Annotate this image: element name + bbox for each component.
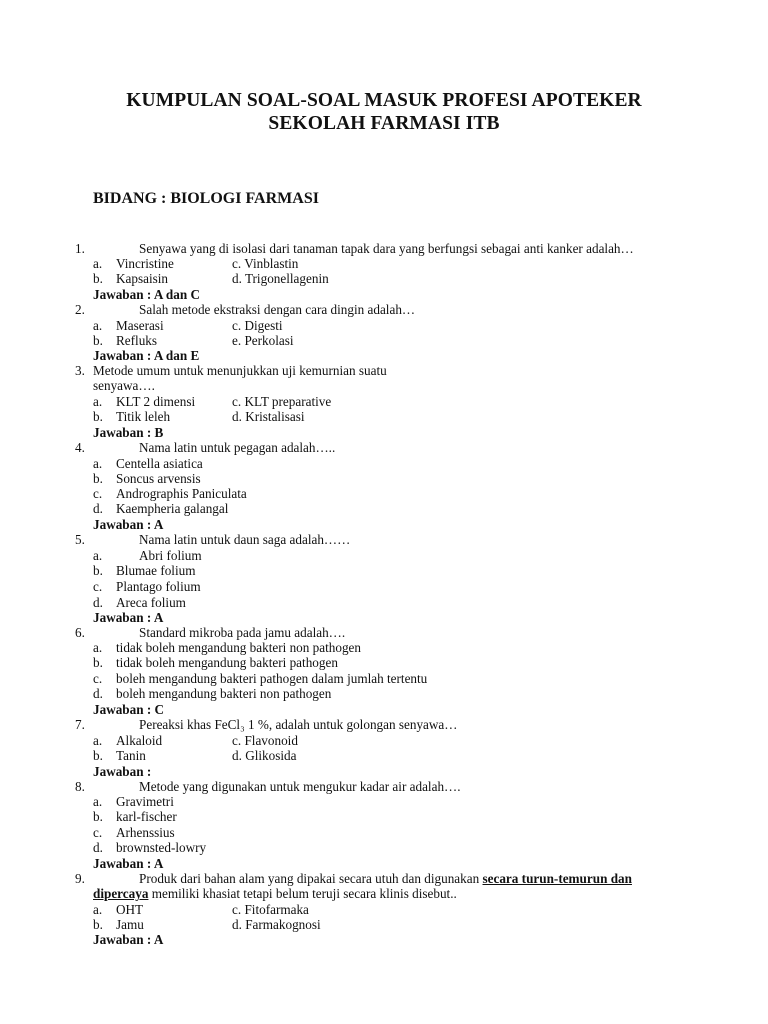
option-label: d. (232, 748, 242, 763)
question-number: 2. (75, 302, 85, 317)
option-text: Vincristine (116, 256, 174, 271)
option-text: Andrographis Paniculata (116, 486, 247, 501)
option-label: d. (93, 595, 103, 610)
option-text: Trigonellagenin (244, 271, 329, 286)
option-text: Alkaloid (116, 733, 163, 748)
option-text-right (232, 733, 298, 748)
option-label: d. (232, 271, 242, 286)
emphasized-text: dipercaya (93, 886, 149, 901)
question-stem-continued (93, 886, 457, 901)
question-number: 5. (75, 532, 85, 547)
option-label: a. (93, 394, 103, 409)
option-text: Fitofarmaka (244, 902, 309, 917)
question-stem: Metode umum untuk menunjukkan uji kemurnian suatu (93, 363, 387, 378)
option-text-right (232, 409, 305, 424)
option-label: b. (93, 563, 103, 578)
option-text-right (232, 902, 309, 917)
option-text: karl-fischer (116, 809, 177, 824)
option-text-right (232, 394, 331, 409)
answer-text: Jawaban : A (93, 856, 164, 871)
option-text: Vinblastin (244, 256, 299, 271)
option-label: b. (93, 471, 103, 486)
option-text: Abri folium (139, 548, 202, 563)
option-text: Kristalisasi (245, 409, 305, 424)
option-text-right (232, 271, 329, 286)
option-label: b. (93, 271, 103, 286)
option-label: b. (93, 333, 103, 348)
option-text: tidak boleh mengandung bakteri non pathogen (116, 640, 362, 655)
question-stem: Metode yang digunakan untuk mengukur kadar air adalah…. (139, 779, 461, 794)
answer-text: Jawaban : C (93, 702, 165, 717)
option-label: c. (232, 394, 242, 409)
option-label: c. (93, 671, 103, 686)
question-stem-line (139, 871, 632, 886)
option-label: c. (232, 902, 242, 917)
option-label: d. (93, 686, 103, 701)
option-text-right (232, 318, 283, 333)
option-label: a. (93, 548, 103, 563)
option-label: e. (232, 333, 242, 348)
option-text: Gravimetri (116, 794, 174, 809)
question-number: 4. (75, 440, 85, 455)
option-text: Soncus arvensis (116, 471, 201, 486)
question-stem: Pereaksi khas FeCl₃ 1 %, adalah untuk golongan senyawa… (139, 717, 458, 732)
option-text: Flavonoid (244, 733, 298, 748)
question-number: 9. (75, 871, 85, 886)
option-text: Glikosida (245, 748, 297, 763)
option-text: Farmakognosi (245, 917, 321, 932)
option-text-right (232, 256, 298, 271)
answer-text: Jawaban : A dan E (93, 348, 200, 363)
document-title-line2: SEKOLAH FARMASI ITB (268, 113, 500, 134)
question-number: 7. (75, 717, 85, 732)
question-number: 8. (75, 779, 85, 794)
option-label: d. (93, 501, 103, 516)
option-text: Kaempheria galangal (116, 501, 229, 516)
option-text: Refluks (116, 333, 158, 348)
answer-text: Jawaban : A dan C (93, 287, 200, 302)
option-text: Arhenssius (116, 825, 175, 840)
section-heading: BIDANG : BIOLOGI FARMASI (93, 190, 319, 207)
option-text: Kapsaisin (116, 271, 169, 286)
question-stem: Produk dari bahan alam yang dipakai secara utuh dan digunakan (139, 871, 483, 886)
emphasized-text: secara turun-temurun dan (482, 871, 632, 886)
option-label: c. (232, 256, 242, 271)
question-stem: Nama latin untuk daun saga adalah…… (139, 532, 351, 547)
option-text-right (232, 917, 321, 932)
option-text: Perkolasi (244, 333, 294, 348)
option-label: a. (93, 640, 103, 655)
option-text-right (232, 748, 296, 763)
answer-text: Jawaban : A (93, 517, 164, 532)
option-label: a. (93, 733, 103, 748)
option-text: boleh mengandung bakteri pathogen dalam jumlah tertentu (116, 671, 428, 686)
option-text: Jamu (116, 917, 144, 932)
option-text: brownsted-lowry (116, 840, 207, 855)
option-text: Titik leleh (116, 409, 171, 424)
option-label: c. (232, 318, 242, 333)
option-text: Blumae folium (116, 563, 196, 578)
option-text: Maserasi (116, 318, 164, 333)
option-label: a. (93, 256, 103, 271)
option-label: b. (93, 917, 103, 932)
option-text: KLT 2 dimensi (116, 394, 196, 409)
option-label: c. (93, 579, 103, 594)
question-stem: Salah metode ekstraksi dengan cara dingin adalah… (139, 302, 416, 317)
question-number: 6. (75, 625, 85, 640)
option-label: a. (93, 902, 103, 917)
option-text: Tanin (116, 748, 146, 763)
answer-text: Jawaban : B (93, 425, 164, 440)
question-number: 1. (75, 241, 85, 256)
option-text: KLT preparative (244, 394, 332, 409)
question-stem-continued: senyawa…. (93, 378, 155, 393)
question-stem-continued-text: memiliki khasiat tetapi belum teruji secara klinis disebut.. (148, 886, 457, 901)
option-text: Digesti (244, 318, 283, 333)
answer-text: Jawaban : A (93, 610, 164, 625)
option-label: d. (232, 409, 242, 424)
option-text-right (232, 333, 294, 348)
option-text: boleh mengandung bakteri non pathogen (116, 686, 332, 701)
option-label: a. (93, 318, 103, 333)
option-label: a. (93, 456, 103, 471)
option-label: d. (232, 917, 242, 932)
answer-text: Jawaban : A (93, 932, 164, 947)
option-label: c. (232, 733, 242, 748)
option-label: c. (93, 486, 103, 501)
option-text: OHT (116, 902, 144, 917)
option-label: b. (93, 809, 103, 824)
question-number: 3. (75, 363, 85, 378)
question-stem: Standard mikroba pada jamu adalah…. (139, 625, 346, 640)
option-label: a. (93, 794, 103, 809)
option-text: Areca folium (116, 595, 186, 610)
option-label: c. (93, 825, 103, 840)
question-stem: Nama latin untuk pegagan adalah….. (139, 440, 336, 455)
option-text: tidak boleh mengandung bakteri pathogen (116, 655, 338, 670)
question-stem: Senyawa yang di isolasi dari tanaman tapak dara yang berfungsi sebagai anti kanker adalah… (139, 241, 634, 256)
answer-text: Jawaban : (93, 764, 152, 779)
document-title-line1: KUMPULAN SOAL-SOAL MASUK PROFESI APOTEKER (126, 90, 642, 111)
option-label: b. (93, 409, 103, 424)
option-label: b. (93, 748, 103, 763)
option-text: Plantago folium (116, 579, 201, 594)
option-label: d. (93, 840, 103, 855)
option-text: Centella asiatica (116, 456, 203, 471)
option-label: b. (93, 655, 103, 670)
